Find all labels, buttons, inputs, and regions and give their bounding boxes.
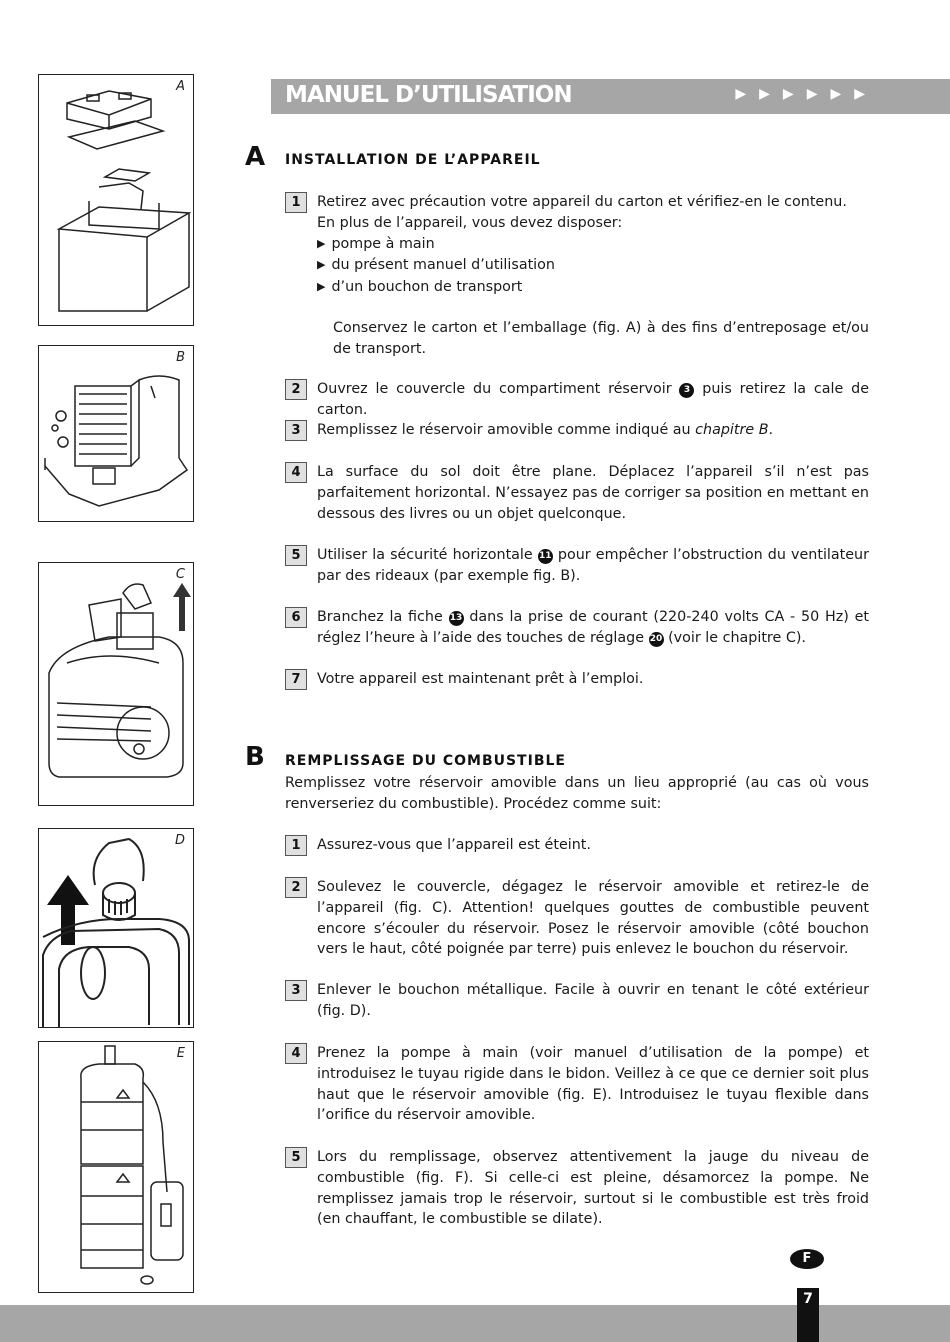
step-number: 5	[285, 1147, 307, 1168]
figure-a-illustration	[39, 75, 194, 326]
figure-c-illustration	[39, 563, 194, 806]
step-text	[317, 192, 869, 360]
text-run: (voir le chapitre C).	[663, 629, 806, 646]
step-number: 2	[285, 379, 307, 400]
text-run: Ouvrez le couvercle du compartiment réservoir	[317, 381, 680, 397]
figure-d-illustration	[39, 829, 194, 1028]
text-run: pour empêcher l’obstruction du ventilateur par des rideaux (par exemple fig. B).	[317, 547, 870, 584]
part-ref-badge: 13	[449, 611, 464, 626]
step-number: 3	[285, 420, 307, 441]
page-number: 7	[797, 1288, 819, 1342]
step-text	[317, 379, 869, 421]
figure-e-illustration	[39, 1042, 194, 1293]
step-number: 1	[285, 192, 307, 213]
step-number: 4	[285, 1043, 307, 1064]
step-text	[317, 420, 869, 441]
figure-e-label: E	[176, 1046, 185, 1061]
text-run: dans la prise de courant (220-240 volts CA - 50 Hz) et réglez l’heure à l’aide des touches de réglage	[317, 609, 870, 646]
figure-b-label: B	[176, 350, 185, 365]
figure-a-label: A	[176, 79, 185, 94]
step-text: Votre appareil est maintenant prêt à l’emploi.	[317, 671, 644, 687]
step-line: Retirez avec précaution votre appareil du carton et vérifiez-en le contenu.	[317, 194, 847, 210]
step-text: Soulevez le couvercle, dégagez le réservoir amovible et retirez-le de l’appareil (fig. C). Attention! quelques gouttes de combustible peuvent encore s’écouler du réservoir. Posez le réservoir amovible (côté bouchon vers le haut, côté poignée par terre) puis enlevez le bouchon du réservoir.	[317, 879, 869, 958]
chapter-ref: chapitre B	[695, 422, 769, 438]
page-title: MANUEL D’UTILISATION	[285, 82, 572, 108]
step-number: 1	[285, 835, 307, 856]
step-number: 6	[285, 607, 307, 628]
text-run: .	[768, 422, 774, 438]
figure-b-illustration	[39, 346, 194, 522]
bullet-item: ▶ pompe à main	[317, 234, 869, 256]
step-number: 5	[285, 545, 307, 566]
figure-b	[38, 345, 194, 522]
bullet-item: ▶ d’un bouchon de transport	[317, 277, 869, 299]
figure-d	[38, 828, 194, 1028]
step-number: 2	[285, 877, 307, 898]
header-arrows: ▶▶▶▶▶▶	[735, 86, 878, 102]
step-text: Prenez la pompe à main (voir manuel d’utilisation de la pompe) et introduisez le tuyau rigide dans le bidon. Veillez à ce que ce dernier soit plus haut que le réservoir amovible (fig. E). Introduisez le tuyau flexible dans l’orifice du réservoir amovible.	[317, 1045, 869, 1124]
figure-d-label: D	[174, 833, 185, 848]
step-number: 3	[285, 980, 307, 1001]
step-note: Conservez le carton et l’emballage (fig. A) à des fins d’entreposage et/ou de transport.	[333, 319, 869, 357]
part-ref-badge: 20	[649, 632, 664, 647]
step-number: 4	[285, 462, 307, 483]
header-bar	[271, 79, 950, 114]
part-ref-badge: 11	[538, 549, 553, 564]
step-number: 7	[285, 669, 307, 690]
section-b-intro: Remplissez votre réservoir amovible dans un lieu approprié (au cas où vous renverseriez du combustible). Procédez comme suit:	[285, 775, 869, 812]
figure-c-label: C	[175, 567, 185, 582]
text-run: Branchez la fiche	[317, 609, 449, 625]
text-run: Utiliser la sécurité horizontale	[317, 547, 538, 563]
language-badge: F	[790, 1249, 824, 1269]
section-a-title: INSTALLATION DE L’APPAREIL	[285, 152, 541, 168]
part-ref-badge: 3	[679, 383, 694, 398]
text-run: puis retirez la cale de carton.	[317, 381, 869, 418]
figure-c	[38, 562, 194, 806]
step-text	[317, 545, 869, 587]
section-b-title: REMPLISSAGE DU COMBUSTIBLE	[285, 753, 566, 769]
step-line: En plus de l’appareil, vous devez disposer:	[317, 214, 623, 231]
section-b-letter: B	[245, 742, 265, 772]
step-text: Enlever le bouchon métallique. Facile à ouvrir en tenant le côté extérieur (fig. D).	[317, 982, 869, 1019]
text-run: Remplissez le réservoir amovible comme indiqué au	[317, 422, 696, 438]
step-text: La surface du sol doit être plane. Déplacez l’appareil s’il n’est pas parfaitement horizontal. N’essayez pas de corriger sa position en mettant en dessous des livres ou un objet quelconque.	[317, 464, 869, 522]
figure-a	[38, 74, 194, 326]
bullet-item: ▶ du présent manuel d’utilisation	[317, 255, 869, 277]
section-a-letter: A	[245, 142, 266, 172]
step-text	[317, 607, 869, 649]
step-text: Assurez-vous que l’appareil est éteint.	[317, 837, 591, 853]
step-text: Lors du remplissage, observez attentivement la jauge du niveau de combustible (fig. F). Si celle-ci est pleine, désamorcez la pompe. Ne remplissez jamais trop le réservoir, surtout si le combustible est très froid (en chauffant, le combustible se dilate).	[317, 1149, 869, 1228]
figure-e	[38, 1041, 194, 1293]
